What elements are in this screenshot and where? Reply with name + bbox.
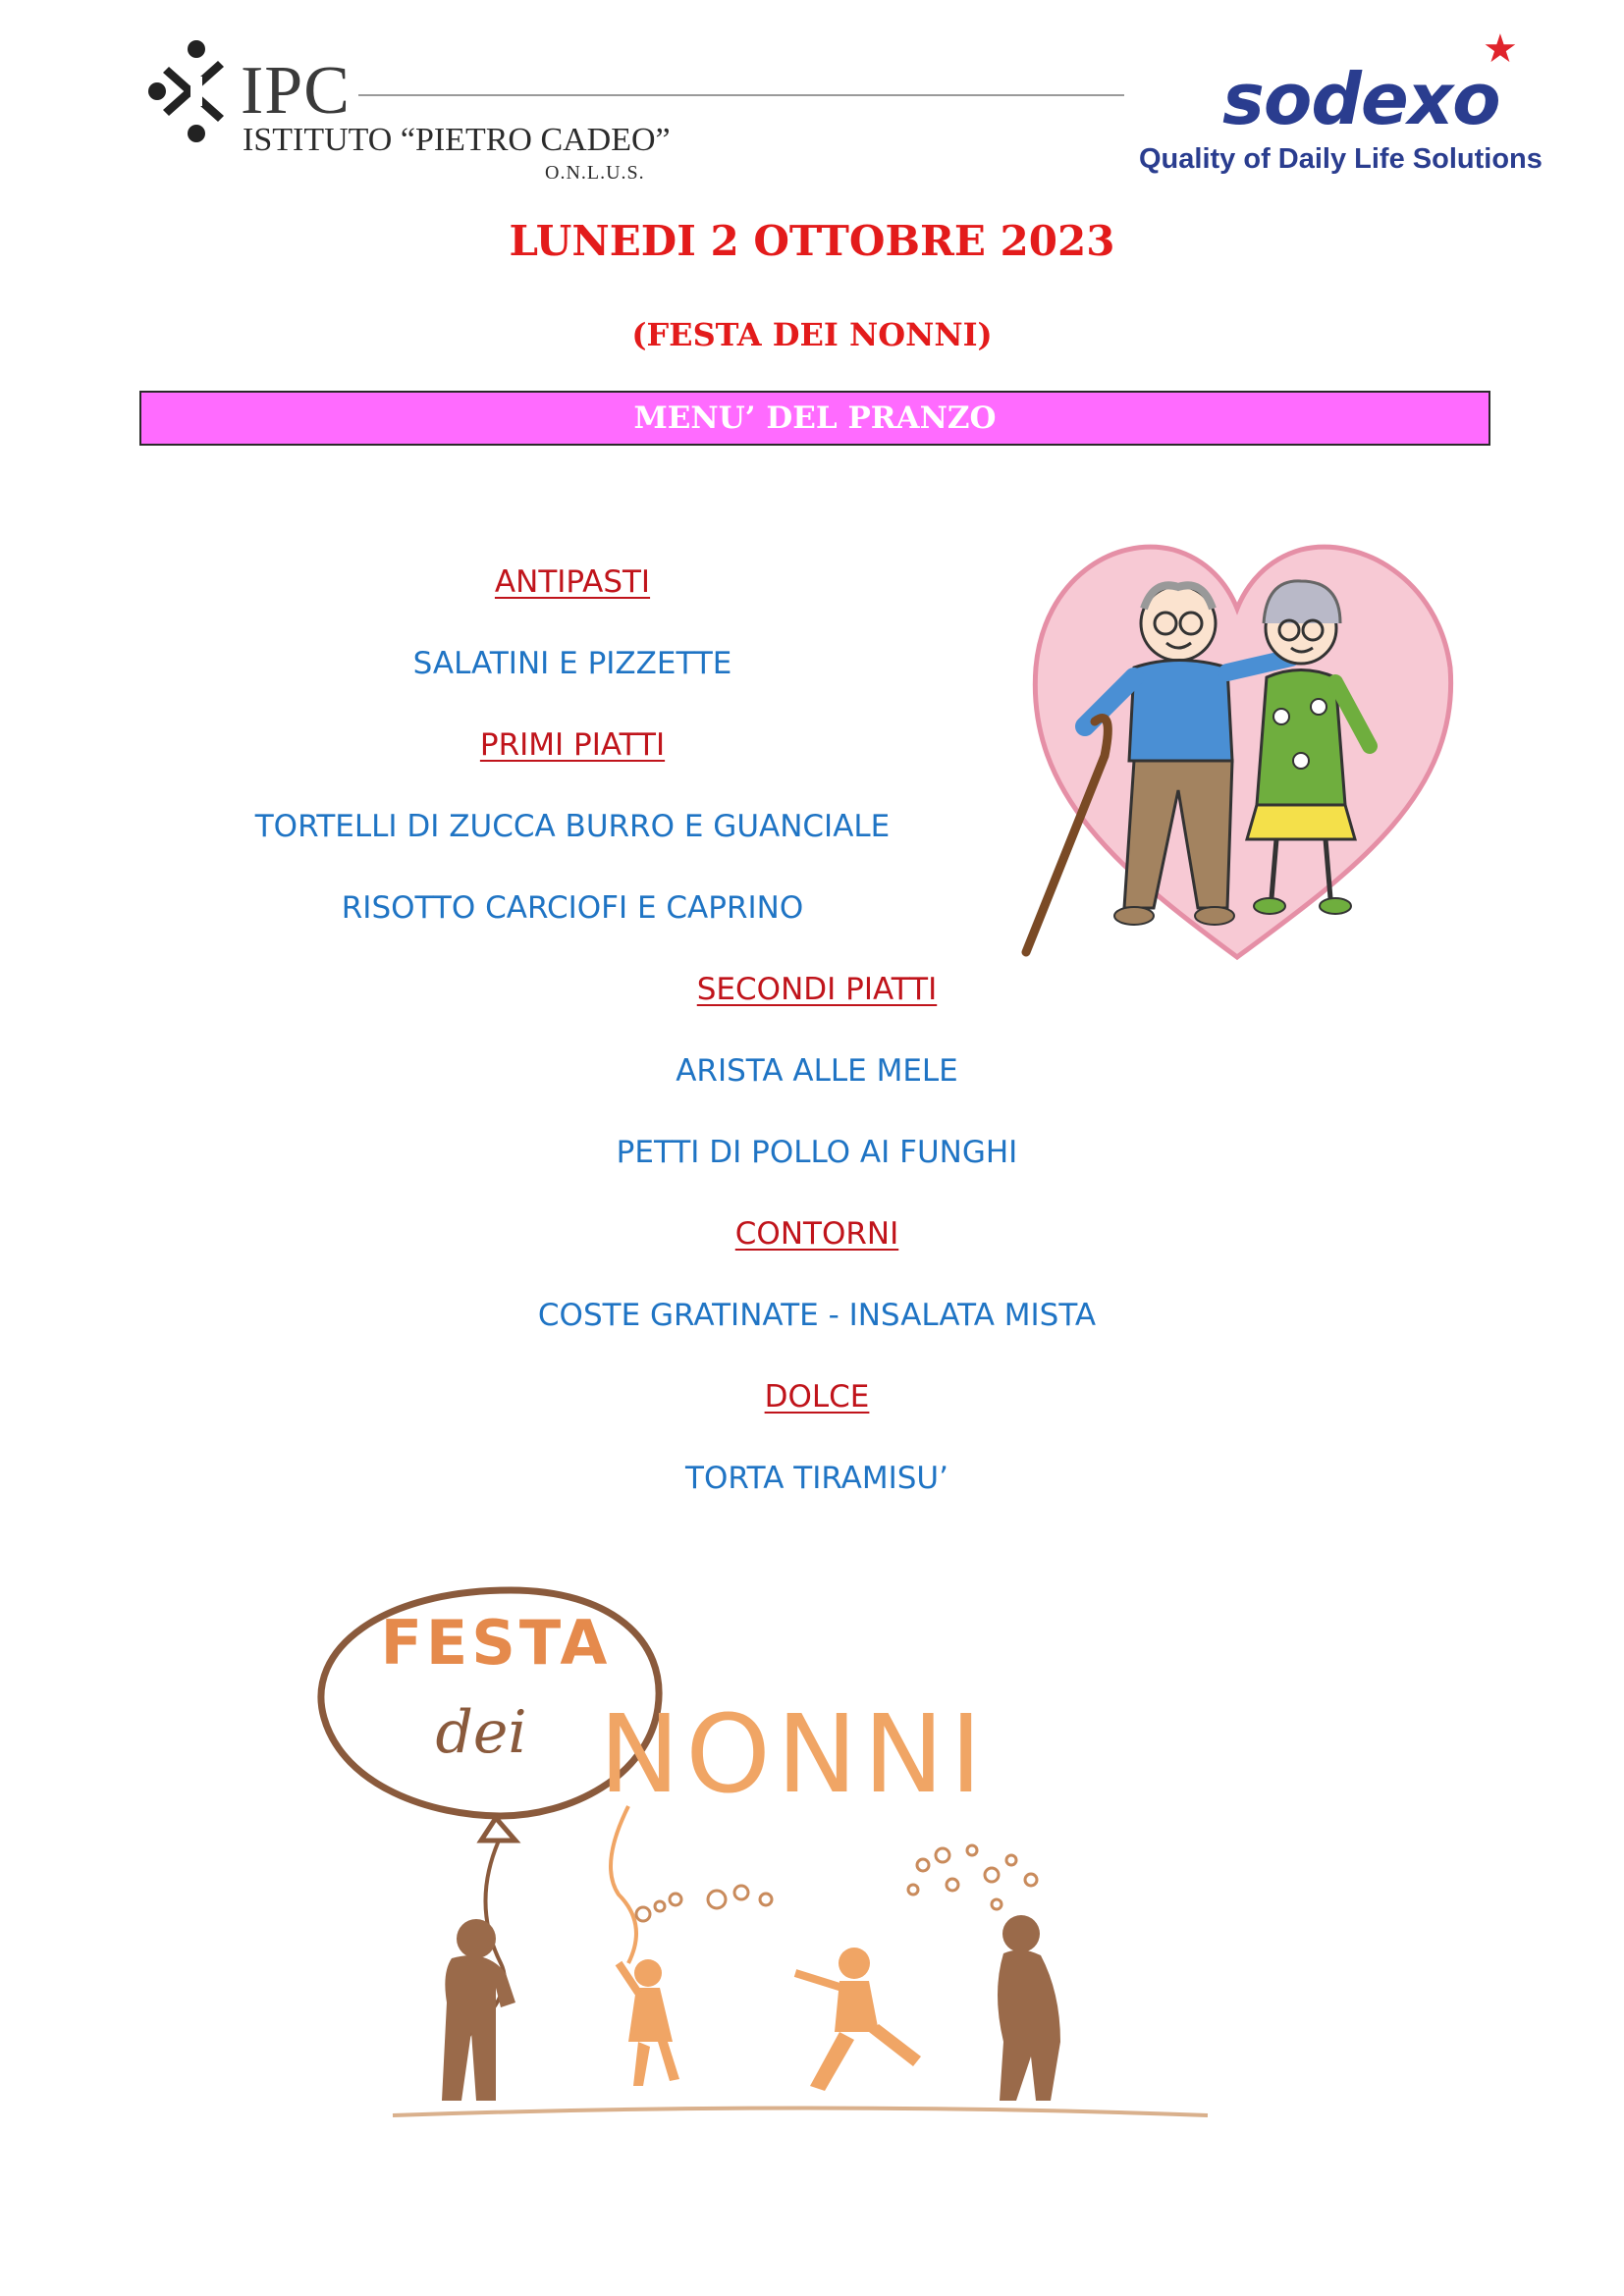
category-dolce: DOLCE [764,1379,870,1415]
category-primi: PRIMI PIATTI [479,727,666,763]
ipc-short-name: IPC [241,53,351,129]
ground-line [393,2109,1208,2116]
category-secondi: SECONDI PIATTI [696,972,938,1007]
occasion-subtitle: (FESTA DEI NONNI) [631,316,993,353]
ipc-suffix: O.N.L.U.S. [545,162,645,184]
grandfather-silhouette [442,1919,515,2101]
sodexo-wordmark: sodexo [1222,58,1500,140]
dish-item: ARISTA ALLE MELE [676,1053,958,1089]
dish-item: SALATINI E PIZZETTE [412,646,732,681]
festa-dei-nonni-balloon-icon [304,1571,1326,2140]
festa-word: FESTA [380,1607,612,1679]
ipc-full-name: ISTITUTO “PIETRO CADEO” [243,122,671,158]
bubbles-decoration [636,1845,1037,1921]
ipc-logo [147,37,1129,194]
dish-item: TORTELLI DI ZUCCA BURRO E GUANCIALE [254,809,891,844]
dish-item: RISOTTO CARCIOFI E CAPRINO [341,890,804,926]
sodexo-tagline: Quality of Daily Life Solutions [1139,143,1543,175]
ipc-emblem-icon [147,37,241,145]
category-antipasti: ANTIPASTI [494,564,651,600]
dei-word: dei [435,1698,527,1767]
dish-item: COSTE GRATINATE - INSALATA MISTA [537,1298,1097,1333]
dish-item: PETTI DI POLLO AI FUNGHI [616,1135,1018,1170]
menu-band-label: MENU’ DEL PRANZO [633,400,997,436]
dish-item: TORTA TIRAMISU’ [685,1461,948,1496]
nonni-word: NONNI [599,1691,988,1817]
sodexo-logo [1129,29,1542,187]
child-silhouette-left [619,1959,679,2086]
heart-shape [1035,547,1450,957]
ipc-divider [358,94,1124,96]
grandmother-silhouette [998,1915,1060,2101]
grandparents-heart-icon [1006,520,1468,967]
menu-band [139,391,1490,446]
star-icon: ★ [1483,27,1518,71]
category-contorni: CONTORNI [734,1216,899,1252]
menu-date-title: LUNEDI 2 OTTOBRE 2023 [509,217,1115,265]
child-silhouette-right [795,1948,921,2091]
